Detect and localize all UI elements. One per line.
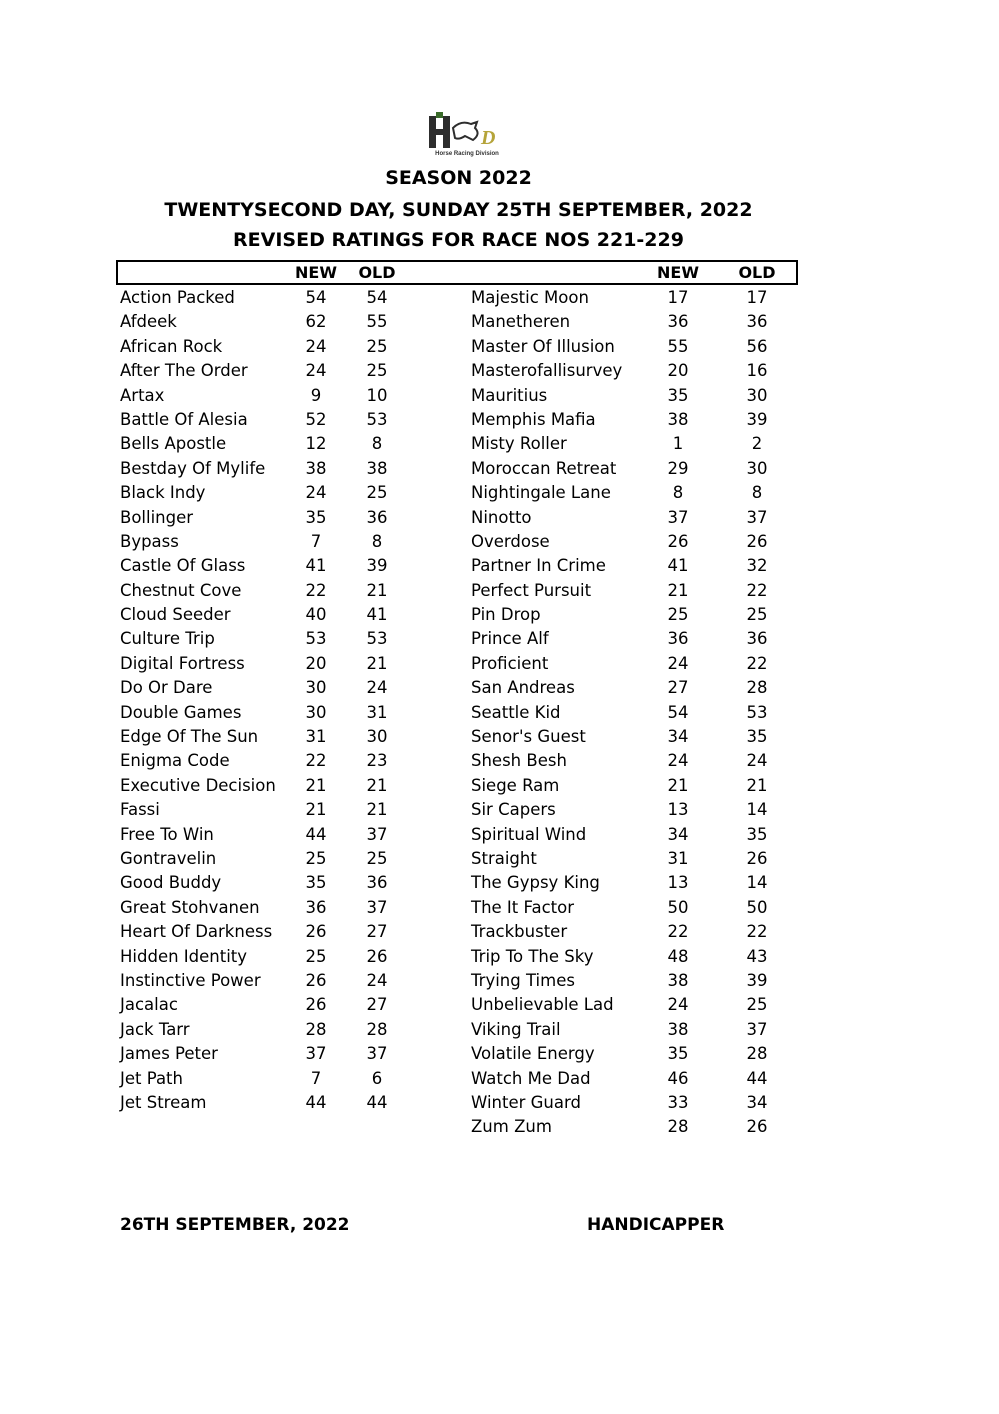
horse-name: Cloud Seeder: [120, 605, 231, 625]
old-rating: 14: [746, 800, 768, 820]
new-rating: 24: [667, 653, 689, 673]
old-rating: 43: [746, 946, 768, 966]
horse-name: Jack Tarr: [120, 1019, 190, 1039]
new-rating: 20: [667, 361, 689, 381]
horse-name: Moroccan Retreat: [471, 458, 617, 478]
horse-name: Straight: [471, 848, 537, 868]
horse-name: Misty Roller: [471, 434, 567, 454]
old-rating: 28: [746, 1044, 768, 1064]
horse-name: Edge Of The Sun: [120, 727, 259, 747]
new-rating: 17: [667, 288, 689, 307]
horse-name: Shesh Besh: [471, 751, 567, 771]
horse-name: Great Stohvanen: [120, 897, 260, 917]
new-rating: 9: [310, 385, 322, 405]
old-rating: 16: [746, 361, 768, 381]
new-rating: 13: [667, 873, 689, 893]
old-rating: 24: [366, 678, 388, 698]
new-rating: 35: [305, 507, 327, 527]
old-rating: 24: [366, 970, 388, 990]
old-rating: 24: [746, 751, 768, 771]
new-rating: 26: [305, 922, 327, 942]
horse-name: African Rock: [120, 336, 223, 356]
old-rating: 28: [366, 1019, 388, 1039]
old-rating: 22: [746, 653, 768, 673]
horse-name: Manetheren: [471, 312, 571, 332]
old-rating: 55: [366, 312, 388, 332]
new-rating: 52: [305, 409, 327, 429]
horse-name: Trying Times: [471, 970, 575, 990]
new-rating: 35: [667, 1044, 689, 1064]
old-rating: 44: [746, 1068, 768, 1088]
left-old-header: OLD: [358, 263, 396, 282]
old-rating: 36: [746, 629, 768, 649]
horse-name: Winter Guard: [471, 1092, 581, 1112]
horse-name: Double Games: [120, 702, 242, 722]
new-rating: 24: [305, 336, 327, 356]
old-rating: 35: [746, 824, 768, 844]
horse-name: Proficient: [471, 653, 549, 673]
new-rating: 25: [667, 605, 689, 625]
horse-name: Bestday Of Mylife: [120, 458, 266, 478]
new-rating: 38: [667, 1019, 689, 1039]
old-rating: 35: [746, 727, 768, 747]
new-rating: 21: [305, 775, 327, 795]
horse-name: Masterofallisurvey: [471, 361, 623, 381]
new-rating: 30: [305, 702, 327, 722]
new-rating: 1: [672, 434, 684, 454]
horse-name: Heart Of Darkness: [120, 922, 273, 942]
new-rating: 28: [305, 1019, 327, 1039]
old-rating: 36: [746, 312, 768, 332]
horse-name: Mauritius: [471, 385, 548, 405]
horse-name: Jet Stream: [120, 1092, 207, 1112]
horse-name: Viking Trail: [471, 1019, 561, 1039]
horse-name: Enigma Code: [120, 751, 230, 771]
new-rating: 37: [667, 507, 689, 527]
old-rating: 8: [371, 434, 383, 454]
new-rating: 27: [667, 678, 689, 698]
new-rating: 36: [667, 312, 689, 332]
new-rating: 35: [667, 385, 689, 405]
old-rating: 34: [746, 1092, 768, 1112]
new-rating: 40: [305, 605, 327, 625]
horse-name: Afdeek: [120, 312, 177, 332]
old-rating: 21: [366, 775, 388, 795]
new-rating: 41: [667, 556, 689, 576]
old-rating: 32: [746, 556, 768, 576]
old-rating: 22: [746, 580, 768, 600]
new-rating: 20: [305, 653, 327, 673]
horse-name: Perfect Pursuit: [471, 580, 592, 600]
old-rating: 8: [371, 531, 383, 551]
horse-name: Zum Zum: [471, 1117, 552, 1137]
ratings-subtitle: REVISED RATINGS FOR RACE NOS 221-229: [233, 229, 684, 251]
new-rating: 38: [305, 458, 327, 478]
horse-name: Jet Path: [120, 1068, 183, 1088]
horse-name: Siege Ram: [471, 775, 560, 795]
new-rating: 33: [667, 1092, 689, 1112]
horse-name: Pin Drop: [471, 605, 541, 625]
horse-name: Bells Apostle: [120, 434, 227, 454]
old-rating: 30: [746, 458, 768, 478]
horse-name: Seattle Kid: [471, 702, 561, 722]
new-rating: 7: [310, 531, 322, 551]
horse-name: Trackbuster: [471, 922, 568, 942]
horse-name: Executive Decision: [120, 775, 276, 795]
new-rating: 38: [667, 970, 689, 990]
footer-signatory: HANDICAPPER: [587, 1215, 725, 1235]
old-rating: 2: [751, 434, 763, 454]
new-rating: 21: [667, 775, 689, 795]
old-rating: 36: [366, 507, 388, 527]
old-rating: 37: [746, 507, 768, 527]
old-rating: 14: [746, 873, 768, 893]
old-rating: 37: [746, 1019, 768, 1039]
new-rating: 44: [305, 824, 327, 844]
old-rating: 25: [366, 361, 388, 381]
old-rating: 25: [366, 483, 388, 503]
horse-name: Unbelievable Lad: [471, 995, 614, 1015]
new-rating: 24: [667, 751, 689, 771]
footer-date: 26TH SEPTEMBER, 2022: [120, 1215, 350, 1235]
horse-name: Sir Capers: [471, 800, 556, 820]
old-rating: 8: [751, 483, 763, 503]
new-rating: 41: [305, 556, 327, 576]
old-rating: 56: [746, 336, 768, 356]
old-rating: 54: [366, 288, 388, 307]
right-new-header: NEW: [657, 263, 699, 282]
horse-name: Hidden Identity: [120, 946, 248, 966]
new-rating: 24: [305, 483, 327, 503]
new-rating: 26: [305, 995, 327, 1015]
horse-name: Action Packed: [120, 288, 235, 307]
horse-name: Artax: [120, 385, 165, 405]
new-rating: 21: [667, 580, 689, 600]
new-rating: 26: [305, 970, 327, 990]
horse-name: Gontravelin: [120, 848, 217, 868]
old-rating: 25: [366, 848, 388, 868]
horse-name: Prince Alf: [471, 629, 549, 649]
new-rating: 26: [667, 531, 689, 551]
old-rating: 27: [366, 922, 388, 942]
old-rating: 6: [371, 1068, 383, 1088]
horse-name: Jacalac: [120, 995, 178, 1015]
new-rating: 34: [667, 727, 689, 747]
new-rating: 30: [305, 678, 327, 698]
new-rating: 55: [667, 336, 689, 356]
old-rating: 39: [746, 409, 768, 429]
new-rating: 21: [305, 800, 327, 820]
horse-name: Watch Me Dad: [471, 1068, 591, 1088]
new-rating: 29: [667, 458, 689, 478]
old-rating: 53: [366, 409, 388, 429]
old-rating: 37: [366, 897, 388, 917]
new-rating: 62: [305, 312, 327, 332]
old-rating: 30: [366, 727, 388, 747]
old-rating: 22: [746, 922, 768, 942]
old-rating: 39: [366, 556, 388, 576]
new-rating: 13: [667, 800, 689, 820]
old-rating: 10: [366, 385, 388, 405]
new-rating: 54: [667, 702, 689, 722]
new-rating: 37: [305, 1044, 327, 1064]
new-rating: 46: [667, 1068, 689, 1088]
right-old-header: OLD: [738, 263, 776, 282]
horse-name: Ninotto: [471, 507, 532, 527]
new-rating: 48: [667, 946, 689, 966]
horse-name: Castle Of Glass: [120, 556, 246, 576]
old-rating: 21: [366, 653, 388, 673]
new-rating: 24: [667, 995, 689, 1015]
old-rating: 25: [746, 995, 768, 1015]
old-rating: 26: [366, 946, 388, 966]
new-rating: 35: [305, 873, 327, 893]
season-title: SEASON 2022: [385, 167, 532, 189]
day-title: TWENTYSECOND DAY, SUNDAY 25TH SEPTEMBER, 2022: [164, 199, 753, 221]
horse-name: Partner In Crime: [471, 556, 606, 576]
horse-name: San Andreas: [471, 678, 575, 698]
old-rating: 23: [366, 751, 388, 771]
old-rating: 39: [746, 970, 768, 990]
old-rating: 17: [746, 288, 768, 307]
old-rating: 26: [746, 1117, 768, 1137]
horse-name: Master Of Illusion: [471, 336, 615, 356]
new-rating: 34: [667, 824, 689, 844]
old-rating: 41: [366, 605, 388, 625]
horse-name: Free To Win: [120, 824, 214, 844]
old-rating: 37: [366, 1044, 388, 1064]
old-rating: 31: [366, 702, 388, 722]
horse-name: Chestnut Cove: [120, 580, 242, 600]
old-rating: 21: [366, 800, 388, 820]
new-rating: 53: [305, 629, 327, 649]
horse-name: Digital Fortress: [120, 653, 245, 673]
horse-name: Nightingale Lane: [471, 483, 611, 503]
old-rating: 26: [746, 848, 768, 868]
new-rating: 24: [305, 361, 327, 381]
new-rating: 44: [305, 1092, 327, 1112]
new-rating: 36: [667, 629, 689, 649]
old-rating: 25: [746, 605, 768, 625]
svg-text:D: D: [481, 127, 496, 149]
old-rating: 21: [746, 775, 768, 795]
new-rating: 31: [305, 727, 327, 747]
new-rating: 25: [305, 848, 327, 868]
horse-name: After The Order: [120, 361, 248, 381]
horse-name: James Peter: [120, 1044, 218, 1064]
new-rating: 50: [667, 897, 689, 917]
horse-name: Bypass: [120, 531, 179, 551]
new-rating: 12: [305, 434, 327, 454]
horse-name: Fassi: [120, 800, 160, 820]
horse-name: The Gypsy King: [471, 873, 600, 893]
new-rating: 22: [305, 580, 327, 600]
horse-name: Memphis Mafia: [471, 409, 596, 429]
new-rating: 22: [305, 751, 327, 771]
new-rating: 38: [667, 409, 689, 429]
old-rating: 53: [746, 702, 768, 722]
new-rating: 22: [667, 922, 689, 942]
new-rating: 28: [667, 1117, 689, 1137]
horse-name: Volatile Energy: [471, 1044, 595, 1064]
horse-name: The It Factor: [471, 897, 575, 917]
left-new-header: NEW: [295, 263, 337, 282]
old-rating: 28: [746, 678, 768, 698]
new-rating: 54: [305, 288, 327, 307]
old-rating: 21: [366, 580, 388, 600]
old-rating: 53: [366, 629, 388, 649]
horse-name: Black Indy: [120, 483, 206, 503]
horse-name: Battle Of Alesia: [120, 409, 248, 429]
horse-name: Spiritual Wind: [471, 824, 587, 844]
old-rating: 44: [366, 1092, 388, 1112]
horse-name: Majestic Moon: [471, 288, 589, 307]
old-rating: 50: [746, 897, 768, 917]
new-rating: 8: [672, 483, 684, 503]
new-rating: 31: [667, 848, 689, 868]
new-rating: 25: [305, 946, 327, 966]
old-rating: 27: [366, 995, 388, 1015]
horse-name: Bollinger: [120, 507, 194, 527]
old-rating: 26: [746, 531, 768, 551]
logo-caption: Horse Racing Division: [435, 151, 499, 157]
old-rating: 30: [746, 385, 768, 405]
old-rating: 37: [366, 824, 388, 844]
new-rating: 36: [305, 897, 327, 917]
horse-name: Culture Trip: [120, 629, 215, 649]
horse-name: Overdose: [471, 531, 550, 551]
old-rating: 38: [366, 458, 388, 478]
old-rating: 36: [366, 873, 388, 893]
horse-name: Good Buddy: [120, 873, 222, 893]
horse-name: Do Or Dare: [120, 678, 213, 698]
new-rating: 7: [310, 1068, 322, 1088]
horse-name: Instinctive Power: [120, 970, 261, 990]
horse-name: Trip To The Sky: [471, 946, 594, 966]
horse-name: Senor's Guest: [471, 727, 586, 747]
old-rating: 25: [366, 336, 388, 356]
